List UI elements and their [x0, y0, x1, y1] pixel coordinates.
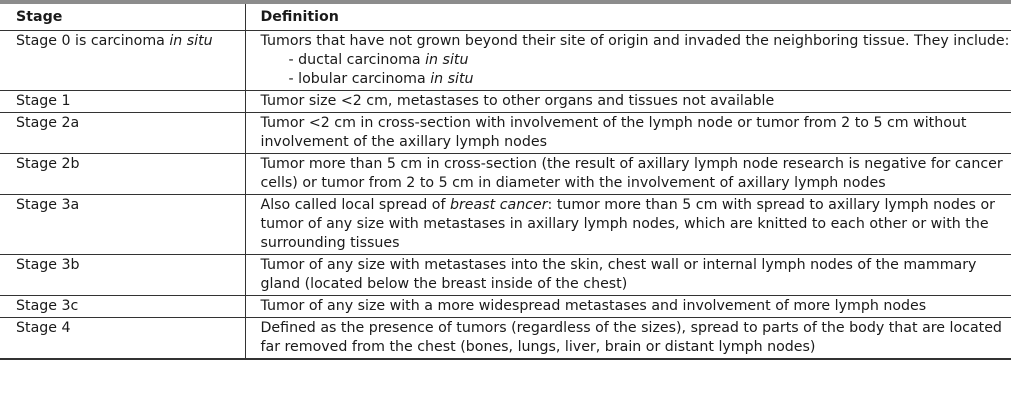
definition-cell — [245, 195, 1011, 255]
definition-cell: Tumor of any size with a more widespread metastases and involvement of more lymph nodes — [245, 296, 1011, 318]
definition-cell — [245, 31, 1011, 91]
stage-label-italic: in situ — [169, 33, 213, 49]
stage-cell: Stage 3c — [0, 296, 245, 318]
table-row — [0, 91, 1011, 113]
table-header-row — [0, 4, 1011, 31]
table-row — [0, 195, 1011, 255]
stage-cell: Stage 1 — [0, 91, 245, 113]
list-item-text: lobular carcinoma — [298, 71, 431, 87]
definition-suffix: : tumor more than 5 cm with spread to axillary lymph nodes or tumor of any size with metastases in axillary lymph nodes, which are knitted to each other or with the surrounding tissues — [260, 197, 995, 251]
definition-cell: Tumor of any size with metastases into the skin, chest wall or internal lymph nodes of the mammary gland (located below the breast inside of the chest) — [245, 255, 1011, 296]
list-item — [289, 51, 1011, 70]
table-row — [0, 113, 1011, 154]
stage-label: Stage 0 is carcinoma — [16, 33, 170, 49]
definition-cell: Tumor more than 5 cm in cross-section (the result of axillary lymph node research is negative for cancer cells) or tumor from 2 to 5 cm in diameter with the involvement of axillary lymph nodes — [245, 154, 1011, 195]
staging-table — [0, 4, 1011, 360]
stage-cell: Stage 4 — [0, 318, 245, 360]
definition-sub-list — [261, 51, 1011, 89]
definition-prefix: Also called local spread of — [260, 197, 450, 213]
definition-cell: Defined as the presence of tumors (regardless of the sizes), spread to parts of the body that are located far removed from the chest (bones, lungs, liver, brain or distant lymph nodes) — [245, 318, 1011, 360]
table-row — [0, 255, 1011, 296]
table-row — [0, 318, 1011, 360]
list-item-italic: in situ — [425, 52, 469, 68]
stage-cell: Stage 2a — [0, 113, 245, 154]
list-item-text: ductal carcinoma — [298, 52, 426, 68]
table-row — [0, 296, 1011, 318]
table-row — [0, 31, 1011, 91]
stage-cell: Stage 2b — [0, 154, 245, 195]
stage-cell — [0, 31, 245, 91]
header-stage: Stage — [0, 4, 245, 31]
table-row — [0, 154, 1011, 195]
header-definition: Definition — [245, 4, 1011, 31]
stage-cell: Stage 3a — [0, 195, 245, 255]
stage-cell: Stage 3b — [0, 255, 245, 296]
list-item — [289, 70, 1011, 89]
definition-italic: breast cancer — [449, 197, 548, 213]
list-item-italic: in situ — [430, 71, 474, 87]
definition-cell: Tumor <2 cm in cross-section with involvement of the lymph node or tumor from 2 to 5 cm without involvement of the axillary lymph nodes — [245, 113, 1011, 154]
definition-cell: Tumor size <2 cm, metastases to other organs and tissues not available — [245, 91, 1011, 113]
definition-text: Tumors that have not grown beyond their site of origin and invaded the neighboring tissue. They include: — [260, 33, 1010, 49]
